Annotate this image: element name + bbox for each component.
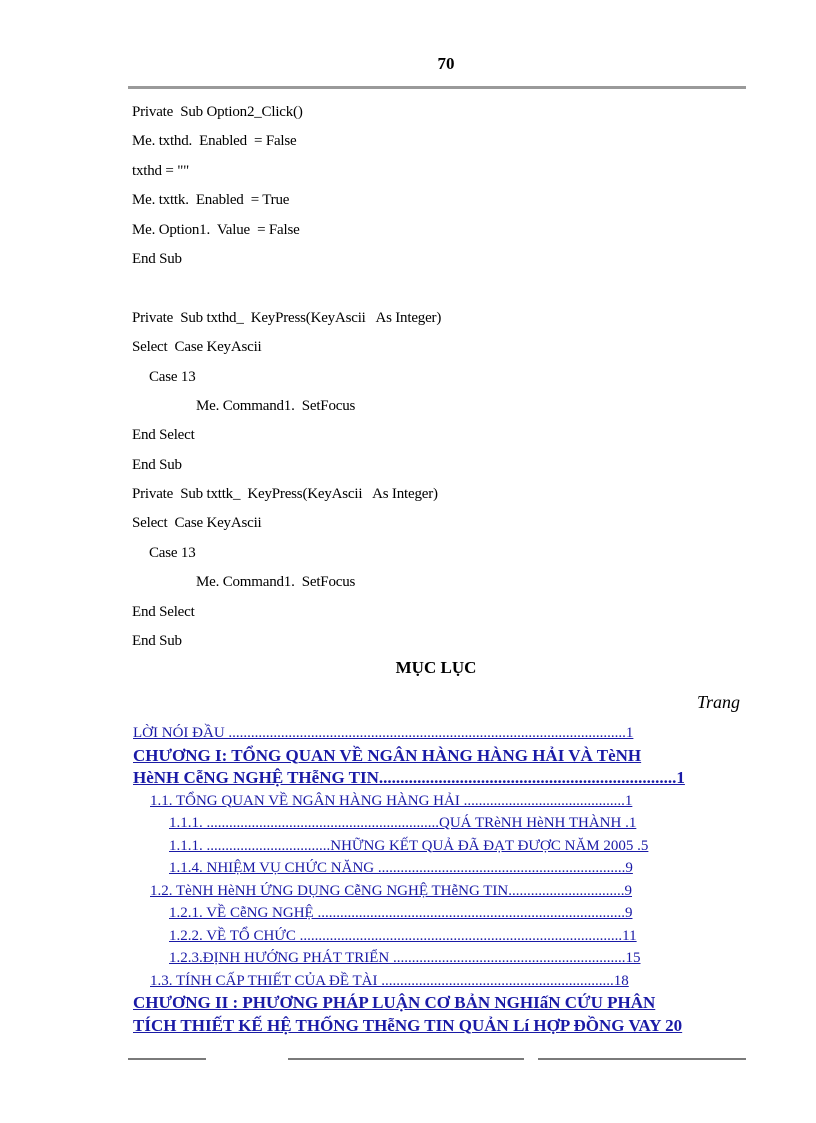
code-line: Private Sub Option2_Click(): [132, 104, 303, 120]
code-line: Select Case KeyAscii: [132, 339, 262, 356]
toc-link-1-1[interactable]: 1.1. TỔNG QUAN VỀ NGÂN HÀNG HÀNG HẢI ...........................................1: [150, 792, 633, 809]
toc-link-1-2-2[interactable]: 1.2.2. VỀ TỔ CHỨC ......................................................................................11: [169, 927, 637, 944]
code-line: Select Case KeyAscii: [132, 515, 262, 532]
toc-link-1-1-1a[interactable]: 1.1.1. ..............................................................QUÁ TRèNH HèNH THÀNH .1: [169, 815, 637, 831]
code-line: End Sub: [132, 633, 182, 650]
footer-rule-segment: [128, 1058, 206, 1060]
toc-page-label: Trang: [696, 692, 740, 712]
footer-rule-segment: [538, 1058, 746, 1060]
toc-link-1-2[interactable]: 1.2. TèNH HèNH ỨNG DỤNG CễNG NGHỆ THễNG TIN...............................9: [150, 882, 633, 899]
table-of-contents: [133, 722, 757, 1037]
page-number: 70: [437, 54, 455, 73]
code-line: End Select: [132, 427, 195, 444]
toc-link-chapter-1-cont[interactable]: HèNH CễNG NGHỆ THễNG TIN......................................................................1: [133, 768, 685, 787]
code-listing: [132, 98, 732, 656]
code-line: Me. txthd. Enabled = False: [132, 133, 297, 150]
toc-title: MỤC LỤC: [395, 658, 477, 677]
header-rule: [128, 86, 746, 89]
toc-link-1-1-4[interactable]: 1.1.4. NHIỆM VỤ CHỨC NĂNG ..................................................................9: [169, 860, 633, 876]
toc-link-1-1-1b[interactable]: 1.1.1. .................................NHỮNG KẾT QUẢ ĐÃ ĐẠT ĐƯỢC NĂM 2005 .5: [169, 837, 649, 854]
code-blank-line: [132, 274, 732, 303]
code-line: Me. Command1. SetFocus: [196, 574, 356, 591]
code-line: Me. txttk. Enabled = True: [132, 192, 290, 209]
code-line: End Sub: [132, 250, 182, 267]
code-line: Private Sub txttk_ KeyPress(KeyAscii As Integer): [132, 486, 438, 503]
code-line: Me. Command1. SetFocus: [196, 397, 356, 414]
toc-link-chapter-2-cont[interactable]: TÍCH THIẾT KẾ HỆ THỐNG THễNG TIN QUẢN Lí HỢP ĐỒNG VAY 20: [133, 1015, 683, 1035]
toc-link-chapter-2[interactable]: CHƯƠNG II : PHƯƠNG PHÁP LUẬN CƠ BẢN NGHIấN CỨU PHÂN: [133, 993, 656, 1012]
code-line: Case 13: [149, 368, 196, 385]
code-line: End Select: [132, 603, 195, 620]
toc-link-foreword[interactable]: LỜI NÓI ĐẦU ..........................................................................................................1: [133, 725, 634, 741]
code-line: End Sub: [132, 456, 182, 473]
footer-rule-segment: [366, 1058, 524, 1060]
toc-link-chapter-1[interactable]: CHƯƠNG I: TỔNG QUAN VỀ NGÂN HÀNG HÀNG HẢI VÀ TèNH: [133, 745, 642, 765]
code-line: Me. Option1. Value = False: [132, 221, 300, 238]
footer-rule-segment: [288, 1058, 368, 1060]
toc-link-1-3[interactable]: 1.3. TÍNH CẤP THIẾT CỦA ĐỀ TÀI ..............................................................18: [150, 972, 629, 989]
toc-link-1-2-3[interactable]: 1.2.3.ĐỊNH HƯỚNG PHÁT TRIỂN ..............................................................15: [169, 950, 641, 966]
code-line: txthd = "": [132, 162, 190, 179]
footer-rule: [128, 1058, 746, 1060]
code-line: Private Sub txthd_ KeyPress(KeyAscii As Integer): [132, 309, 442, 326]
code-line: Case 13: [149, 544, 196, 561]
toc-link-1-2-1[interactable]: 1.2.1. VỀ CễNG NGHỆ ..................................................................................9: [169, 905, 633, 921]
